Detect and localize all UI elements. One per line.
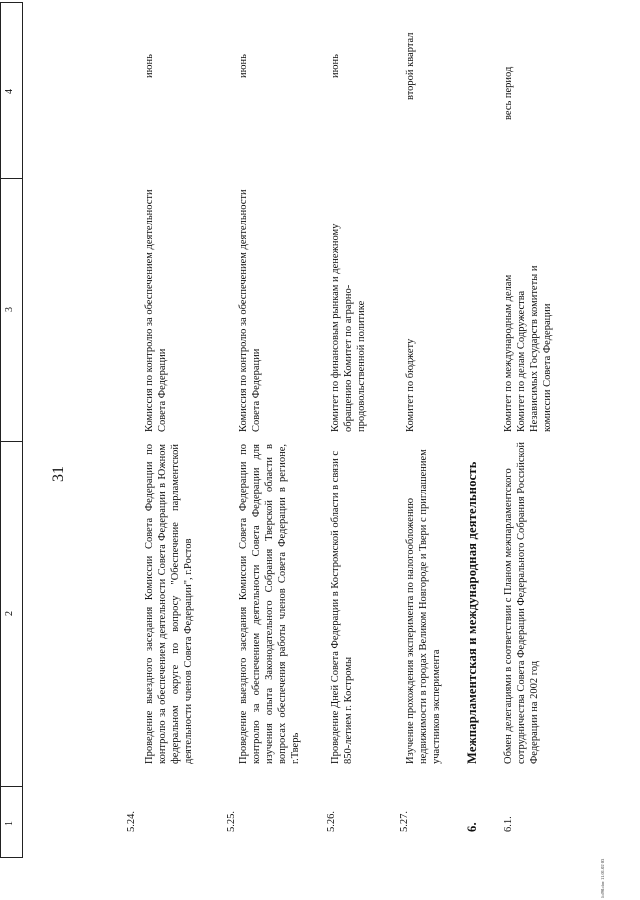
row-5-25-num: 5.25. [226, 811, 237, 832]
row-5-26-term: июнь [330, 54, 341, 78]
row-5-24-desc: Проведение выездного заседания Комиссии Совета Федерации по контролю за обеспечением деятельности Совета Федерации в Южном федеральном округе по вопросу "Обеспечение парламентской деятельности членов Совета Федерации", г.Ростов [144, 444, 194, 764]
row-5-24-num: 5.24. [126, 811, 137, 832]
row-5-27-desc: Изучение прохождения эксперимента по налогообложению недвижимости в городах Великом Новгороде и Твери с приглашением участников эксперимента [405, 449, 442, 764]
row-5-27-resp: Комитет по бюджету [405, 338, 416, 432]
row-5-26-num: 5.26. [326, 811, 337, 832]
header-div-2 [0, 441, 23, 442]
header-left-line [0, 857, 23, 858]
header-div-3 [0, 178, 23, 179]
row-5-26-resp: Комитет по финансовым рынкам и денежному обращению Комитет по аграрно-продовольственной политике [330, 223, 367, 432]
footer-filename: lid90.doc 11.01.02 03 [600, 858, 605, 898]
row-5-27-term: второй квартал [405, 32, 416, 100]
row-6-1-num: 6.1. [503, 816, 514, 832]
col-header-4: 4 [4, 89, 15, 94]
row-6-1-term: весь период [503, 66, 514, 120]
row-5-24-resp: Комиссия по контролю за обеспечением деятельности Совета Федерации [144, 189, 168, 432]
page-number: 31 [50, 466, 67, 482]
row-5-26-desc: Проведение Дней Совета Федерации в Костромской области в связи с 850-летием г. Костромы [330, 450, 354, 764]
col-header-1: 1 [4, 821, 15, 826]
section-6-num: 6. [465, 822, 479, 832]
col-header-3: 3 [4, 307, 15, 312]
row-5-25-resp: Комиссия по контролю за обеспечением деятельности Совета Федерации [238, 189, 262, 432]
header-bottom-line [22, 2, 23, 858]
section-6-title: Межпарламентская и международная деятельность [465, 461, 479, 764]
col-header-2: 2 [4, 611, 15, 616]
row-5-24-term: июнь [144, 54, 155, 78]
header-right-line [0, 2, 23, 3]
row-6-1-resp: Комитет по международным делам Комитет по делам Содружества Независимых Государств комитеты и комиссии Совета Федерации [503, 265, 553, 432]
header-top-line [0, 2, 1, 858]
row-5-25-desc: Проведение выездного заседания Комиссии Совета Федерации по контролю за обеспечением деятельности Совета Федерации для изучения опыта Законодательного Собрания Тверской области в вопросах обеспечения работы членов Совета Федерации в регионе, г.Тверь [238, 444, 301, 764]
header-div-1 [0, 786, 23, 787]
row-5-27-num: 5.27. [399, 811, 410, 832]
row-5-25-term: июнь [238, 54, 249, 78]
row-6-1-desc: Обмен делегациями в соответствии с Планом межпарламентского сотрудничества Совета Федерации Федерального Собрания Российской Федерации на 2002 год [503, 442, 540, 764]
